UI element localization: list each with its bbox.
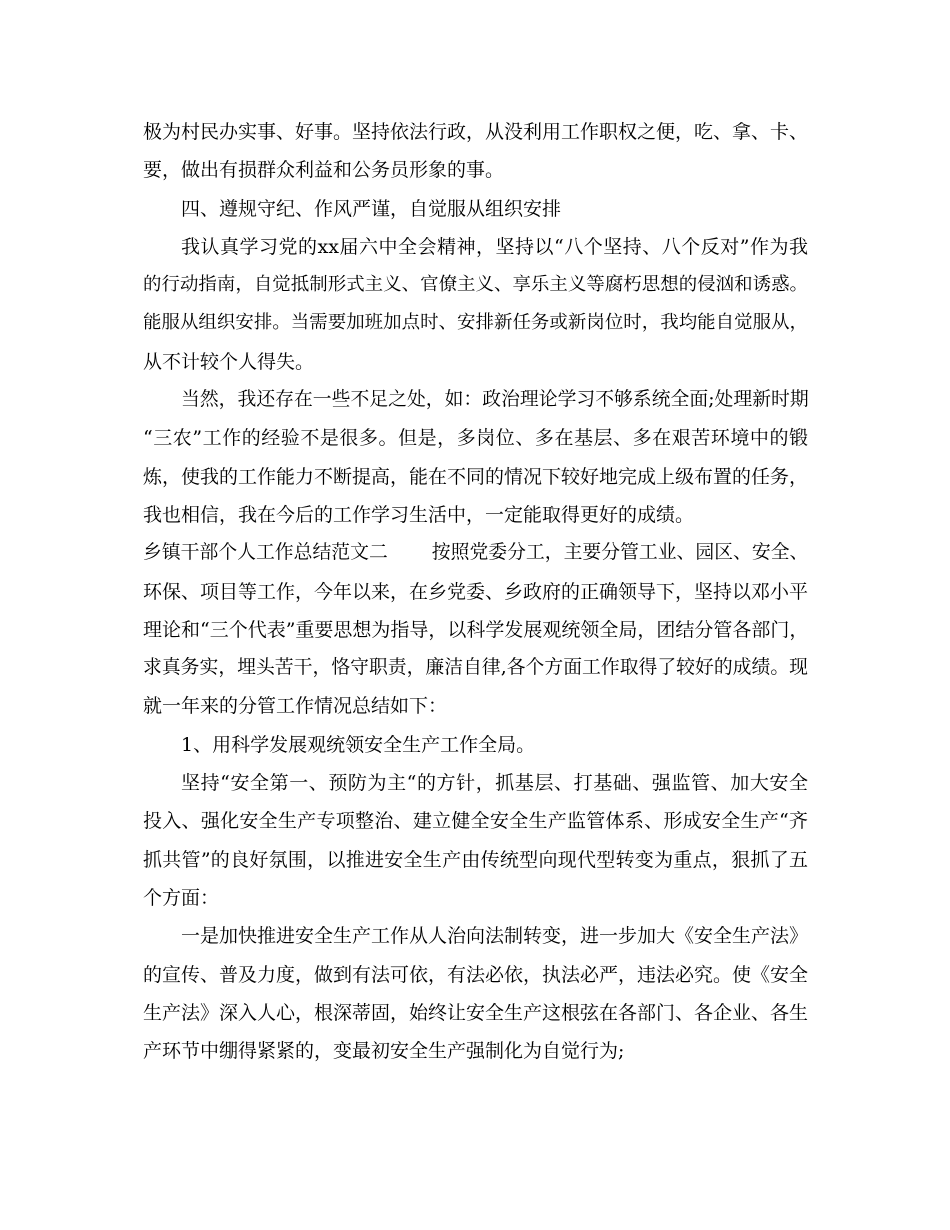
text-line: 当然，我还存在一些不足之处，如：政治理论学习不够系统全面;处理新时期 — [181, 389, 809, 411]
article-title: 乡镇干部个人工作总结范文二 — [143, 542, 388, 564]
section-heading: 1、用科学发展观统领安全生产工作全局。 — [181, 733, 536, 756]
text-line: 炼，使我的工作能力不断提高，能在不同的情况下较好地完成上级布置的任务， — [143, 465, 809, 488]
text-line: 我认真学习党的xx届六中全会精神，坚持以“八个坚持、八个反对”作为我 — [181, 235, 808, 258]
title-line — [143, 534, 808, 572]
section-heading: 四、遵规守纪、作风严谨，自觉服从组织安排 — [181, 197, 562, 220]
text-line: 按照党委分工，主要分管工业、园区、安全、 — [431, 542, 809, 564]
text-line: 环保、项目等工作，今年以来，在乡党委、乡政府的正确领导下，坚持以邓小平 — [143, 580, 809, 603]
text-line: 理论和“三个代表”重要思想为指导，以科学发展观统领全局，团结分管各部门， — [143, 618, 809, 641]
text-line: 从不计较个人得失。 — [143, 350, 315, 373]
text-line: 能服从组织安排。当需要加班加点时、安排新任务或新岗位时，我均能自觉服从， — [143, 312, 808, 334]
text-line: 的行动指南，自觉抵制形式主义、官僚主义、享乐主义等腐朽思想的侵汹和诱惑。 — [143, 274, 808, 296]
text-line: 我也相信，我在今后的工作学习生活中，一定能取得更好的成绩。 — [143, 503, 695, 526]
text-line: 坚持“安全第一、预防为主“的方针，抓基层、打基础、强监管、加大安全 — [181, 772, 808, 795]
text-line: 极为村民办实事、好事。坚持依法行政，从没利用工作职权之便，吃、拿、卡、 — [143, 121, 809, 143]
text-line: 就一年来的分管工作情况总结如下： — [143, 695, 448, 718]
text-line: 产环节中绷得紧紧的，变最初安全生产强制化为自觉行为; — [143, 1040, 625, 1063]
text-line: 的宣传、普及力度，做到有法可依，有法必依，执法必严，违法必究。使《安全 — [143, 963, 809, 986]
text-line: 一是加快推进安全生产工作从人治向法制转变，进一步加大《安全生产法》 — [181, 925, 809, 948]
text-line: “三农”工作的经验不是很多。但是，多岗位、多在基层、多在艰苦环境中的锻 — [143, 427, 808, 450]
text-line: 要，做出有损群众利益和公务员形象的事。 — [143, 159, 505, 182]
document-body — [143, 113, 808, 1070]
text-line: 生产法》深入人心，根深蒂固，始终让安全生产这根弦在各部门、各企业、各生 — [143, 1001, 809, 1024]
text-line: 投入、强化安全生产专项整治、建立健全安全生产监管体系、形成安全生产“齐 — [143, 810, 808, 833]
text-line: 求真务实，埋头苦干，恪守职责，廉洁自律,各个方面工作取得了较好的成绩。现 — [143, 657, 808, 679]
text-line: 抓共管”的良好氛围，以推进安全生产由传统型向现代型转变为重点，狠抓了五 — [143, 848, 808, 871]
text-line: 个方面： — [143, 886, 220, 909]
